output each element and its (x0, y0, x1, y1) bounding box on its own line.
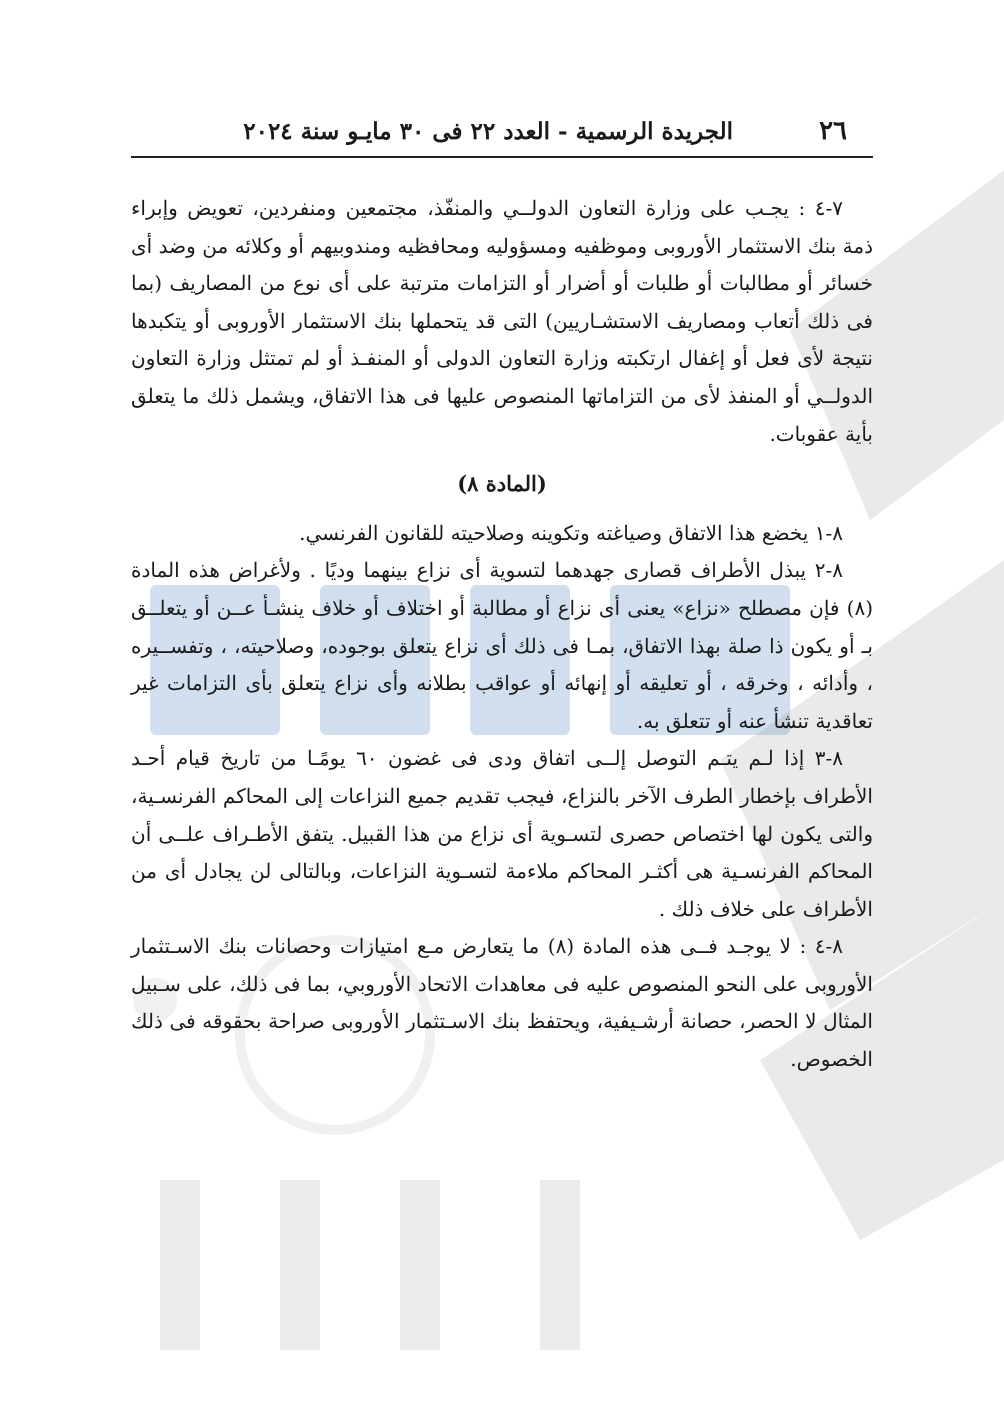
header-divider (131, 156, 873, 158)
paragraph-8-4: ٨-٤ : لا يوجـد فــى هذه المادة (٨) ما يتعارض مـع امتيازات وحصانات بنك الاسـتثمار الأوروبى على النحو المنصوص عليه فى معاهدات الاتحاد الأوروبي، بما فى ذلك، على سـبيل المثال لا الحصر، حصانة أرشـيفية، ويحتفظ بنك الاسـتثمار الأوروبى صراحة بحقوقه فى ذلك الخصوص. (131, 934, 873, 1072)
article-8-heading: (المادة ٨) (457, 471, 547, 497)
page-number: ٢٦ (819, 116, 847, 146)
paragraph-7-4: ٧-٤ : يجـب على وزارة التعاون الدولــي والمنفّذ، مجتمعين ومنفردين، تعويض وإبراء ذمة بنك الاستثمار الأوروبى وموظفيه ومسؤوليه ومحافظيه ومندوبيهم أو وكلائه من وضد أى خسائر أو مطالبات أو طلبات أو أضرار أو التزامات مترتبة على أى نوع من المصاريف (بما فى ذلك أتعاب ومصاريف الاستشـاريين) التى قد يتحملها بنك الاستثمار الأوروبى أو يتكبدها نتيجة لأى فعل أو إغفال ارتكبته وزارة التعاون الدولى أو المنفـذ أو لم تمتثل وزارة التعاون الدولــي أو المنفذ لأى من التزاماتها المنصوص عليها فى هذا الاتفاق، ويشمل ذلك ما يتعلق بأية عقوبات. (131, 196, 873, 446)
paragraph-8-1: ٨-١ يخضع هذا الاتفاق وصياغته وتكوينه وصلاحيته للقانون الفرنسي. (299, 520, 843, 545)
document-body (131, 190, 873, 1079)
gazette-header-title: الجريدة الرسمية - العدد ٢٢ فى ٣٠ مايـو سنة ٢٠٢٤ (243, 118, 733, 145)
paragraph-8-3: ٨-٣ إذا لـم يتـم التوصل إلــى اتفاق ودى فى غضون ٦٠ يومًـا من تاريخ قيام أحـد الأطراف بإخطار الطرف الآخر بالنزاع، فيجب تقديم جميع النزاعات إلى المحاكم الفرنسـية، والتى يكون لها اختصاص حصرى لتسـوية أى نزاع من هذا القبيل. يتفق الأطـراف علــى أن المحاكم الفرنسـية هى أكثـر المحاكم ملاءمة لتسـوية النزاعات، وبالتالى لن يجادل أى من الأطراف على خلاف ذلك . (131, 746, 873, 921)
paragraph-8-2: ٨-٢ يبذل الأطراف قصارى جهدهما لتسوية أى نزاع بينهما وديًا . ولأغراض هذه المادة (٨) فإن مصطلح «نزاع» يعنى أى نزاع أو مطالبة أو اختلاف أو خلاف ينشـأ عــن أو يتعلــق بـ أو يكون ذا صلة بهذا الاتفاق، بمـا فى ذلك أى نزاع يتعلق بوجوده، وصلاحيته، ، وتفســيره ، وأدائه ، وخرقه ، أو تعليقه أو إنهائه أو عواقب بطلانه وأى نزاع يتعلق بأى التزامات غير تعاقدية تنشأ عنه أو تتعلق به. (131, 558, 873, 733)
page-header (131, 114, 873, 158)
